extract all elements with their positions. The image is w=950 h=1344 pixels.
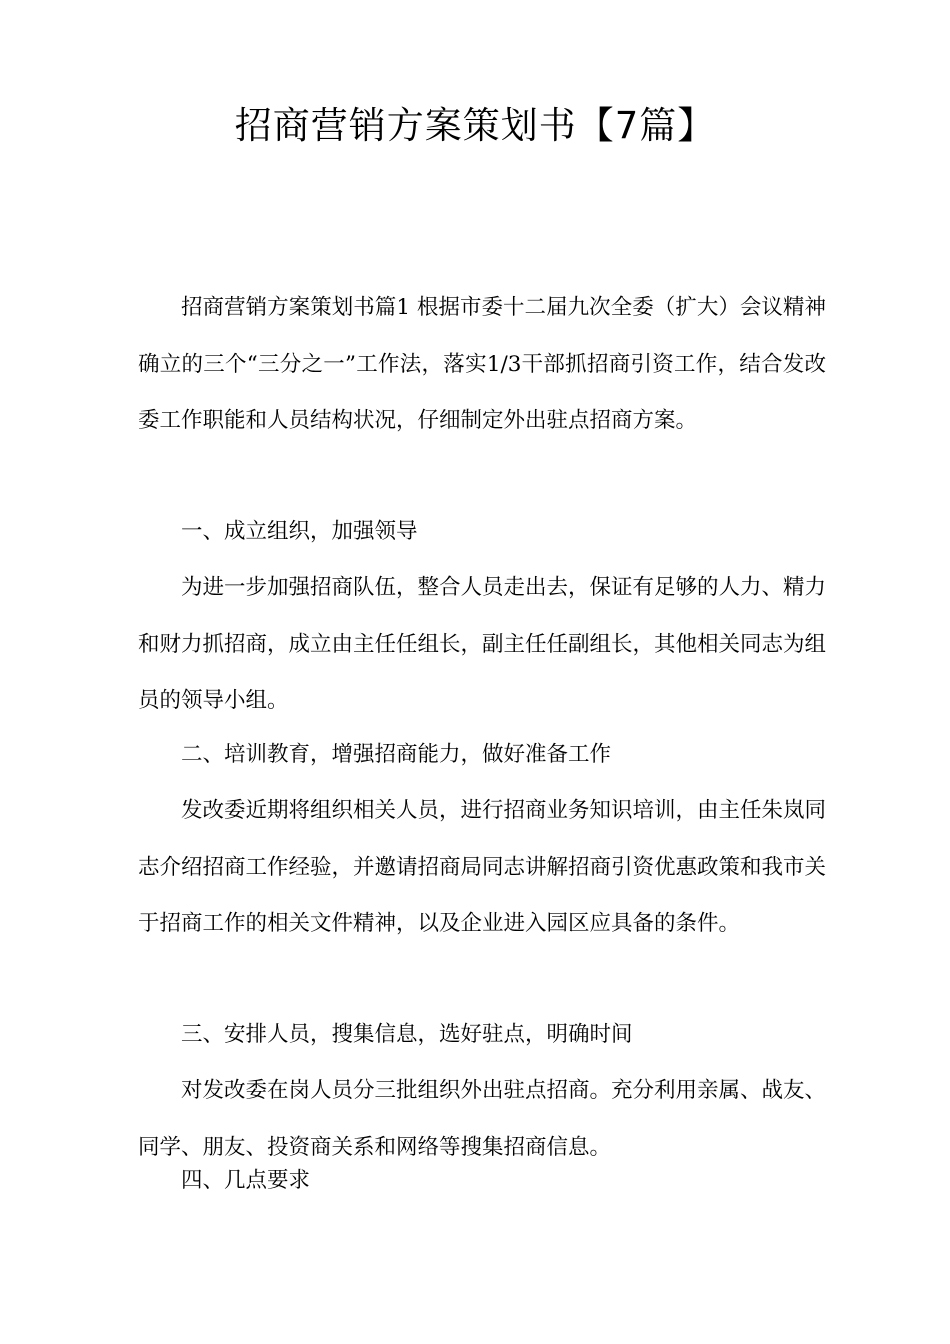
section-heading-4: 四、几点要求 xyxy=(181,1168,311,1193)
paragraph-section-3: 对发改委在岗人员分三批组织外出驻点招商。充分利用亲属、战友、同学、朋友、投资商关系和网络等搜集招商信息。 xyxy=(138,1078,827,1160)
section-heading-1: 一、成立组织，加强领导 xyxy=(181,519,418,544)
section-heading-3: 三、安排人员，搜集信息，选好驻点，明确时间 xyxy=(181,1022,633,1047)
section-heading-2: 二、培训教育，增强招商能力，做好准备工作 xyxy=(181,742,612,767)
paragraph-section-2: 发改委近期将组织相关人员，进行招商业务知识培训，由主任朱岚同志介绍招商工作经验，并邀请招商局同志讲解招商引资优惠政策和我市关于招商工作的相关文件精神，以及企业进入园区应具备的条件。 xyxy=(138,798,827,936)
paragraph-section-1: 为进一步加强招商队伍，整合人员走出去，保证有足够的人力、精力和财力抓招商，成立由主任任组长，副主任任副组长，其他相关同志为组员的领导小组。 xyxy=(138,575,827,713)
paragraph-intro: 招商营销方案策划书篇1 根据市委十二届九次全委（扩大）会议精神确立的三个“三分之一”工作法，落实1/3干部抓招商引资工作，结合发改委工作职能和人员结构状况，仔细制定外出驻点招商方案。 xyxy=(138,295,826,433)
document-title: 招商营销方案策划书【7篇】 xyxy=(234,104,716,147)
